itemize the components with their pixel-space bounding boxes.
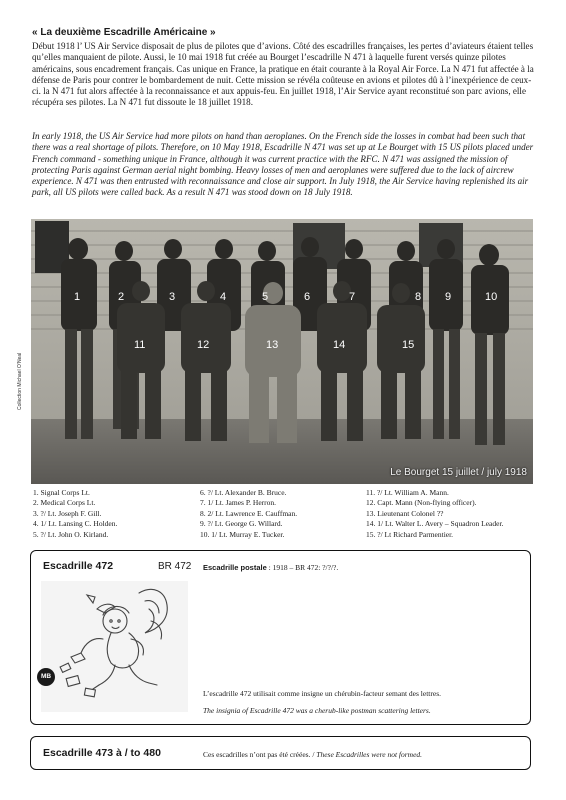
paragraph-french: Début 1918 l’ US Air Service disposait de plus de pilotes que d’avions. Côté des escadrilles françaises, les pertes d’aviateurs étaient telles qu’elles manquaient de pilote. Aussi, le 10 mai 1918 fut créée au Bourget l’escadrille N 471 à laquelle furent versés quinze pilotes américains, sous encadrement français. Cas unique en France, la pratique en était courante à la Royal Air Force. La N 471 fut affectée à la défense de Paris pour contrer le bombardement de nuit. Cette mission se révéla coûteuse en avions et pilotes dû à l’inexpérience de ceux-ci. la N 471 fut alors affectée à la reconnaissance et aux appuis-feu. En juillet 1918, l’Air Service ayant reconstitué son parc avions, elle récupéra ses pilotes. La N 471 fut dissoute le 18 juillet 1918.	[32, 41, 534, 108]
cherub-drawing	[41, 581, 188, 712]
photo-number: 10	[485, 291, 498, 303]
legend-item: 7. 1/ Lt. James P. Herron.	[200, 498, 277, 508]
photo-number: 1	[74, 291, 81, 303]
escadrille-472-description-en: The insignia of Escadrille 472 was a cherub-like postman scattering letters.	[203, 706, 431, 715]
photo-number: 5	[262, 291, 269, 303]
cherub-postman-insignia	[41, 581, 188, 712]
legend-item: 10. 1/ Lt. Murray E. Tucker.	[200, 529, 285, 539]
legend-item: 8. 2/ Lt. Lawrence E. Cauffman.	[200, 508, 298, 518]
escadrille-473-note	[203, 750, 422, 759]
legend-item: 13. Lieutenant Colonel ??	[366, 508, 444, 518]
mb-badge: MB	[37, 668, 55, 686]
legend-item: 2. Medical Corps Lt.	[33, 498, 96, 508]
group-photo-image	[31, 219, 533, 484]
legend-item: 3. ?/ Lt. Joseph F. Gill.	[33, 508, 102, 518]
legend-item: 9. ?/ Lt. George G. Willard.	[200, 519, 283, 529]
photo-number: 12	[197, 339, 210, 351]
postal-label: Escadrille postale	[203, 563, 267, 572]
legend-column-1	[33, 488, 117, 540]
legend-item: 1. Signal Corps Lt.	[33, 488, 90, 497]
photo-number: 3	[169, 291, 176, 303]
photo-number: 15	[402, 339, 415, 351]
note-english: These Escadrilles were not formed.	[316, 750, 423, 759]
escadrille-472-code: BR 472	[158, 561, 192, 572]
paragraph-english: In early 1918, the US Air Service had more pilots on hand than aeroplanes. On the French side the losses in combat had been such that there was a real shortage of pilots. Therefore, on 10 May 1918, Escadrille N 471 was set up at Le Bourget with 15 US pilots placed under French command - something unique in France, although it was current practice with the RFC. N 471 was assigned the mission of protecting Paris against German aerial night bombing. Heavy losses of men and aeroplanes were suffered due to the lack of aircrew experience. N 471 was then entrusted with reconnaissance and close air support. In July 1918, the Air Service having replenished its air park, all US pilots were called back. As a result N 471 was stood down on 18 July 1918.	[32, 131, 534, 198]
photo-number: 14	[333, 339, 346, 351]
photo-number: 2	[118, 291, 125, 303]
section-title: « La deuxième Escadrille Américaine »	[32, 27, 216, 38]
legend-item: 11. ?/ Lt. William A. Mann.	[366, 488, 449, 497]
photo-number: 6	[304, 291, 311, 303]
legend-item: 14. 1/ Lt. Walter L. Avery – Squadron Leader.	[366, 519, 504, 529]
escadrille-473-box	[30, 736, 531, 770]
group-photo	[31, 219, 533, 484]
postal-value: : 1918 – BR 472: ?/?/?.	[268, 563, 339, 572]
legend-item: 5. ?/ Lt. John O. Kirland.	[33, 529, 109, 539]
legend-item: 4. 1/ Lt. Lansing C. Holden.	[33, 519, 118, 529]
photo-number: 8	[415, 291, 422, 303]
legend-column-3	[366, 488, 503, 540]
photo-number: 7	[349, 291, 356, 303]
escadrille-472-description-fr: L’escadrille 472 utilisait comme insigne un chérubin-facteur semant des lettres.	[203, 689, 441, 698]
photo-number: 9	[445, 291, 452, 303]
escadrille-472-title: Escadrille 472	[43, 560, 114, 572]
legend-item: 12. Capt. Mann (Non-flying officer).	[366, 498, 477, 508]
photo-number: 4	[220, 291, 227, 303]
escadrille-472-box	[30, 550, 531, 725]
photo-credit: Collection Michael O’Neal	[17, 352, 23, 410]
photo-number: 13	[266, 339, 279, 351]
note-french: Ces escadrilles n’ont pas été créées. /	[203, 750, 317, 759]
photo-caption: Le Bourget 15 juillet / july 1918	[390, 467, 527, 478]
legend-item: 6. ?/ Lt. Alexander B. Bruce.	[200, 488, 287, 497]
legend-item: 15. ?/ Lt Richard Parmentier.	[366, 529, 454, 539]
escadrille-472-postal	[203, 563, 338, 572]
legend-column-2	[200, 488, 297, 540]
photo-number: 11	[134, 339, 146, 351]
escadrille-473-title: Escadrille 473 à / to 480	[43, 747, 161, 759]
